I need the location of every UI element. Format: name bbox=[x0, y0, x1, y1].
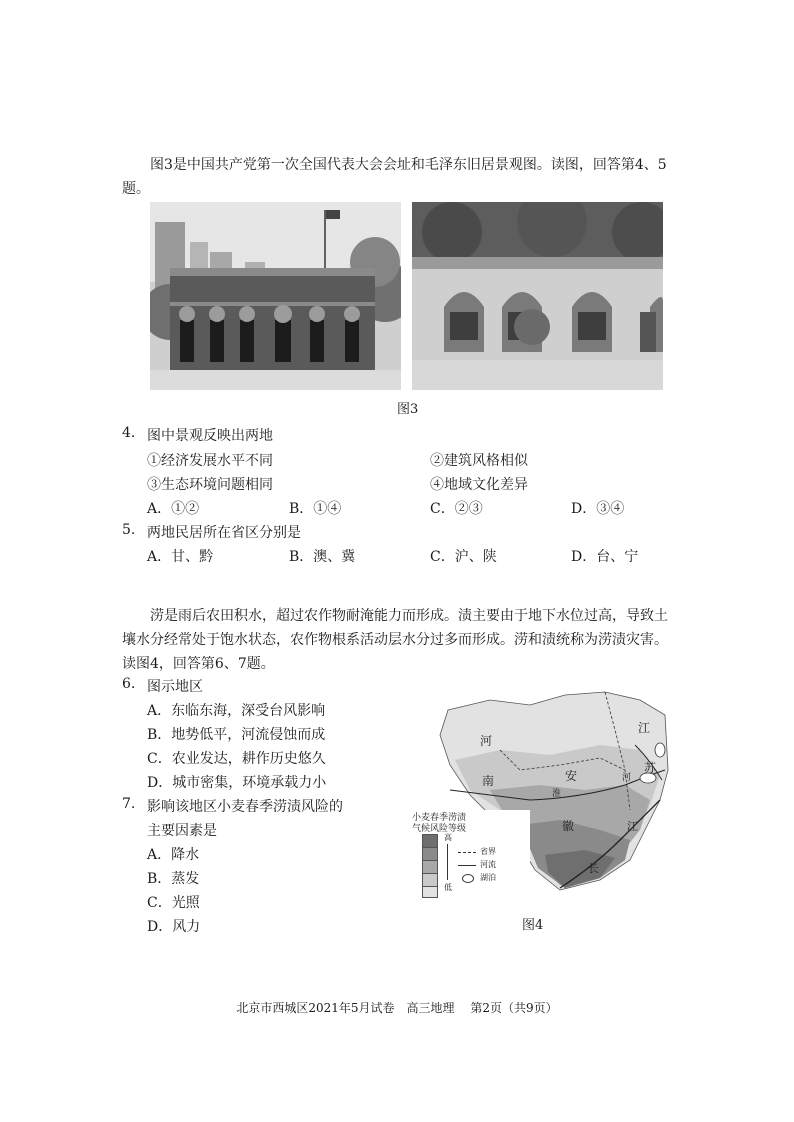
legend-color-ramp bbox=[422, 834, 438, 894]
q5-stem: 两地民居所在省区分别是 bbox=[147, 525, 301, 541]
photo-mao-former-residence bbox=[412, 202, 663, 390]
intro-paragraph-2: 涝是雨后农田积水，超过农作物耐淹能力而形成。渍主要由于地下水位过高，导致土壤水分经常处于饱水状态，农作物根系活动层水分过多而形成。涝和渍统称为涝渍灾害。读图4，回答第6、7题。 bbox=[122, 608, 668, 672]
q7-option-c[interactable]: C．光照 bbox=[147, 895, 200, 911]
legend-low-label: 低 bbox=[444, 883, 452, 892]
q6-option-a[interactable]: A．东临东海，深受台风影响 bbox=[147, 703, 326, 719]
figure-3-caption: 图3 bbox=[397, 402, 419, 417]
legend-boundary-label: 省界 bbox=[480, 847, 496, 856]
legend-boundary-symbol bbox=[458, 852, 476, 853]
intro-paragraph-1: 图3是中国共产党第一次全国代表大会会址和毛泽东旧居景观图。读图，回答第4、5题。 bbox=[122, 157, 667, 197]
map-label-hui: 徽 bbox=[562, 819, 575, 833]
figure-4-map bbox=[410, 690, 670, 910]
q4-item-1: ①经济发展水平不同 bbox=[147, 453, 273, 469]
q7-number: 7. bbox=[122, 796, 136, 812]
map-legend bbox=[410, 810, 530, 905]
legend-title-line-2: 气候风险等级 bbox=[412, 824, 467, 834]
q5-option-c[interactable]: C．沪、陕 bbox=[430, 549, 497, 565]
map-label-jiang-su-1: 江 bbox=[638, 721, 651, 735]
q4-stem: 图中景观反映出两地 bbox=[147, 428, 273, 444]
legend-arrow bbox=[447, 844, 448, 880]
q7-option-a[interactable]: A．降水 bbox=[147, 847, 200, 863]
q4-option-b[interactable]: B．①④ bbox=[289, 501, 342, 517]
q4-option-c[interactable]: C．②③ bbox=[430, 501, 483, 517]
q5-option-d[interactable]: D．台、宁 bbox=[571, 549, 639, 565]
q5-option-a[interactable]: A．甘、黔 bbox=[147, 549, 214, 565]
map-label-he-1: 河 bbox=[480, 734, 493, 748]
map-label-chang: 长 bbox=[588, 862, 599, 875]
map-label-jiang: 江 bbox=[627, 820, 638, 833]
q6-stem: 图示地区 bbox=[147, 679, 203, 695]
q7-stem-line-2: 主要因素是 bbox=[147, 823, 217, 839]
legend-title-line-1: 小麦春季涝渍 bbox=[412, 813, 467, 823]
map-label-su: 苏 bbox=[644, 761, 657, 775]
q7-stem-line-1: 影响该地区小麦春季涝渍风险的 bbox=[147, 799, 343, 815]
q4-item-2: ②建筑风格相似 bbox=[430, 453, 528, 469]
q4-number: 4. bbox=[122, 425, 136, 441]
map-label-huai: 淮 bbox=[552, 789, 562, 799]
q5-number: 5. bbox=[122, 522, 136, 538]
q4-item-4: ④地域文化差异 bbox=[430, 477, 528, 493]
q6-option-c[interactable]: C．农业发达，耕作历史悠久 bbox=[147, 751, 326, 767]
q6-option-b[interactable]: B．地势低平，河流侵蚀而成 bbox=[147, 727, 326, 743]
q5-option-b[interactable]: B．澳、冀 bbox=[289, 549, 356, 565]
legend-river-symbol bbox=[458, 865, 476, 866]
q4-option-a[interactable]: A．①② bbox=[147, 501, 200, 517]
q7-option-b[interactable]: B．蒸发 bbox=[147, 871, 200, 887]
q4-item-3: ③生态环境问题相同 bbox=[147, 477, 273, 493]
map-label-nan: 南 bbox=[482, 774, 495, 788]
q4-option-d[interactable]: D．③④ bbox=[571, 501, 625, 517]
figure-4-caption: 图4 bbox=[522, 918, 544, 933]
legend-lake-symbol bbox=[462, 874, 474, 883]
legend-river-label: 河流 bbox=[480, 860, 496, 869]
legend-high-label: 高 bbox=[444, 833, 452, 842]
page-footer: 北京市西城区2021年5月试卷 高三地理 第2页（共9页） bbox=[236, 1001, 558, 1015]
q7-option-d[interactable]: D．风力 bbox=[147, 919, 201, 935]
map-label-he-2: 河 bbox=[622, 773, 632, 783]
legend-lake-label: 湖泊 bbox=[480, 873, 496, 882]
map-label-an: 安 bbox=[565, 769, 578, 783]
photo-congress-site bbox=[150, 202, 401, 390]
q6-number: 6. bbox=[122, 676, 136, 692]
q6-option-d[interactable]: D．城市密集，环境承载力小 bbox=[147, 775, 327, 791]
